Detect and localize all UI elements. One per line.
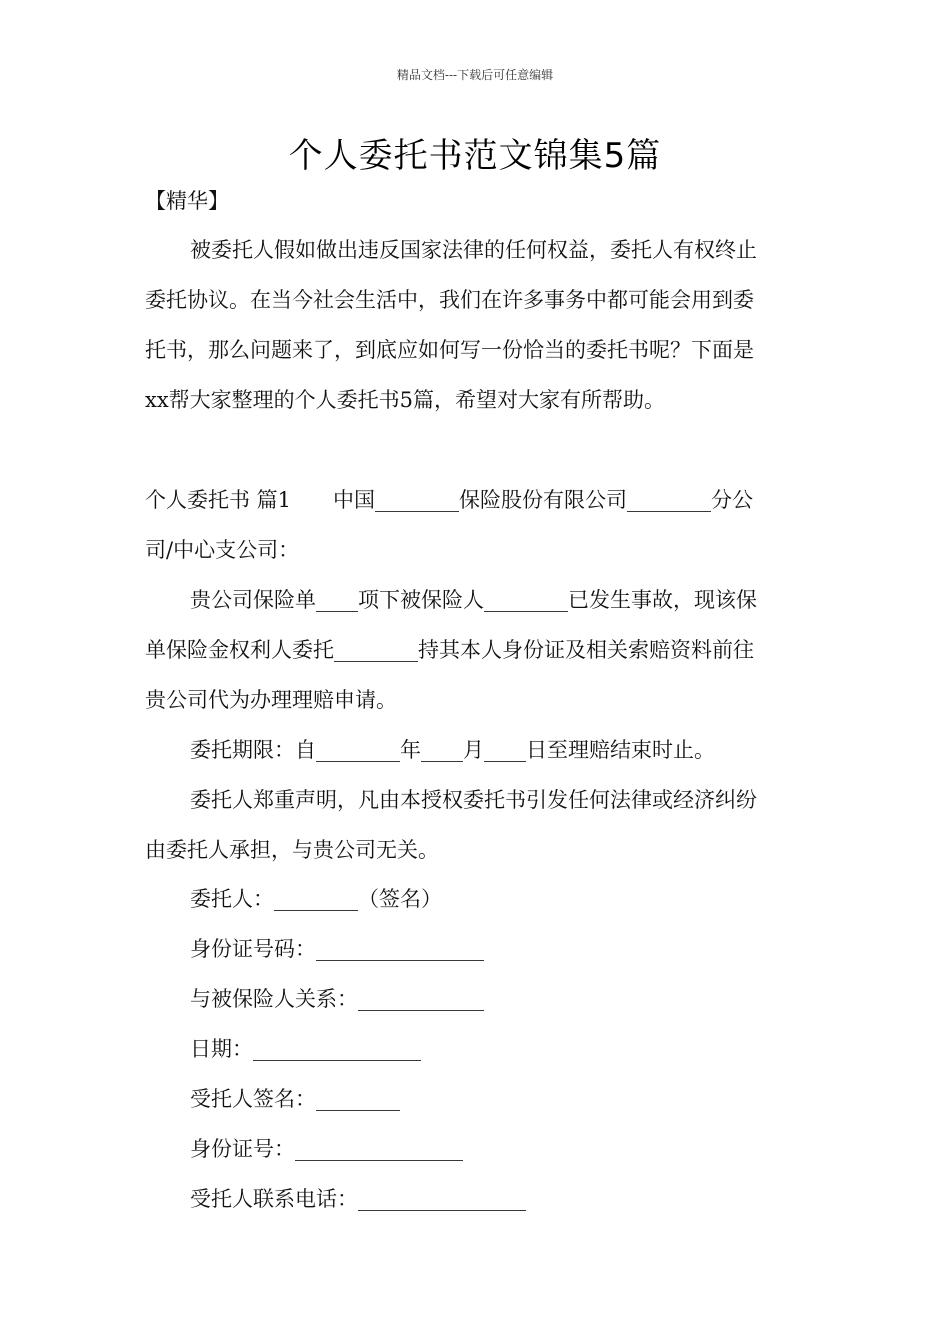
- body-line-2: 单保险金权利人委托________持其本人身份证及相关索赔资料前往: [145, 638, 754, 662]
- addressee-line: 司/中心支公司：: [145, 538, 300, 562]
- body-line-1: 贵公司保险单____项下被保险人________已发生事故，现该保: [190, 588, 757, 612]
- agent-signature-field: 受托人签名：________: [190, 1087, 400, 1111]
- id-number-field: 身份证号码：________________: [190, 937, 484, 961]
- tag-line: 【精华】: [145, 189, 229, 213]
- page-header: 精品文档---下载后可任意编辑: [396, 68, 554, 82]
- intro-line-1: 被委托人假如做出违反国家法律的任何权益，委托人有权终止: [190, 238, 757, 262]
- principal-signature-field: 委托人：________（签名）: [190, 887, 442, 911]
- body-line-3: 贵公司代为办理理赔申请。: [145, 688, 397, 712]
- relationship-field: 与被保险人关系：____________: [190, 987, 484, 1011]
- declaration-line-1: 委托人郑重声明，凡由本授权委托书引发任何法律或经济纠纷: [190, 788, 757, 812]
- declaration-line-2: 由委托人承担，与贵公司无关。: [145, 838, 439, 862]
- agent-id-field: 身份证号：________________: [190, 1137, 463, 1161]
- page-title: 个人委托书范文锦集5篇: [288, 136, 662, 176]
- date-field: 日期：________________: [190, 1037, 421, 1061]
- intro-line-4: xx帮大家整理的个人委托书5篇，希望对大家有所帮助。: [145, 388, 666, 412]
- intro-line-3: 托书，那么问题来了，到底应如何写一份恰当的委托书呢？下面是: [145, 338, 754, 362]
- agent-phone-field: 受托人联系电话：________________: [190, 1187, 526, 1211]
- section-heading-line: 个人委托书 篇1 中国________保险股份有限公司________分公: [145, 488, 754, 512]
- intro-line-2: 委托协议。在当今社会生活中，我们在许多事务中都可能会用到委: [145, 288, 754, 312]
- term-line: 委托期限：自________年____月____日至理赔结束时止。: [190, 738, 715, 762]
